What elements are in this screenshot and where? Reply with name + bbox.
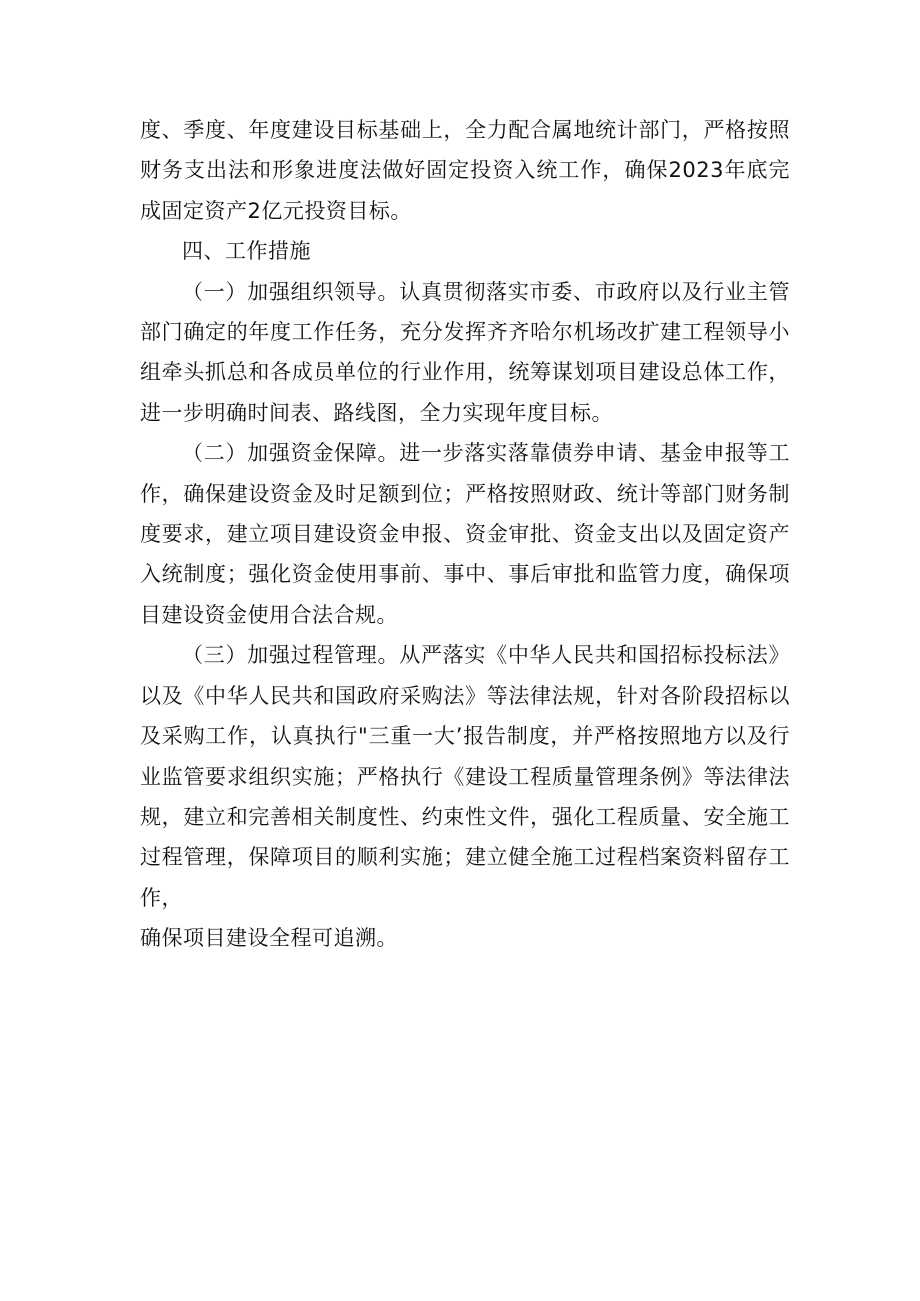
paragraph-organization-leadership: （一）加强组织领导。认真贯彻落实市委、市政府以及行业主管部门确定的年度工作任务，充分发挥齐齐哈尔机场改扩建工程领导小组牵头抓总和各成员单位的行业作用，统筹谋划项目建设总体工作，进一步明确时间表、路线图，全力实现年度目标。 [140, 279, 790, 425]
section-heading-work-measures: 四、工作措施 [182, 239, 311, 264]
paragraph-continuation: 度、季度、年度建设目标基础上，全力配合属地统计部门，严格按照财务支出法和形象进度法做好固定投资入统工作，确保2023年底完成固定资产2亿元投资目标。 [140, 118, 790, 223]
paragraph-funding-guarantee: （二）加强资金保障。进一步落实落靠债券申请、基金申报等工作，确保建设资金及时足额到位；严格按照财政、统计等部门财务制度要求，建立项目建设资金申报、资金审批、资金支出以及固定资产入统制度；强化资金使用事前、事中、事后审批和监管力度，确保项目建设资金使用合法合规。 [140, 441, 790, 627]
document-body [140, 110, 790, 959]
paragraph-process-management: （三）加强过程管理。从严落实《中华人民共和国招标投标法》以及《中华人民共和国政府采购法》等法律法规，针对各阶段招标以及采购工作，认真执行"三重一大’报告制度，并严格按照地方以及行业监管要求组织实施；严格执行《建设工程质量管理条例》等法律法规，建立和完善相关制度性、约束性文件，强化工程质量、安全施工过程管理，保障项目的顺利实施；建立健全施工过程档案资料留存工作， [140, 643, 790, 910]
paragraph-traceability: 确保项目建设全程可追溯。 [140, 926, 398, 951]
